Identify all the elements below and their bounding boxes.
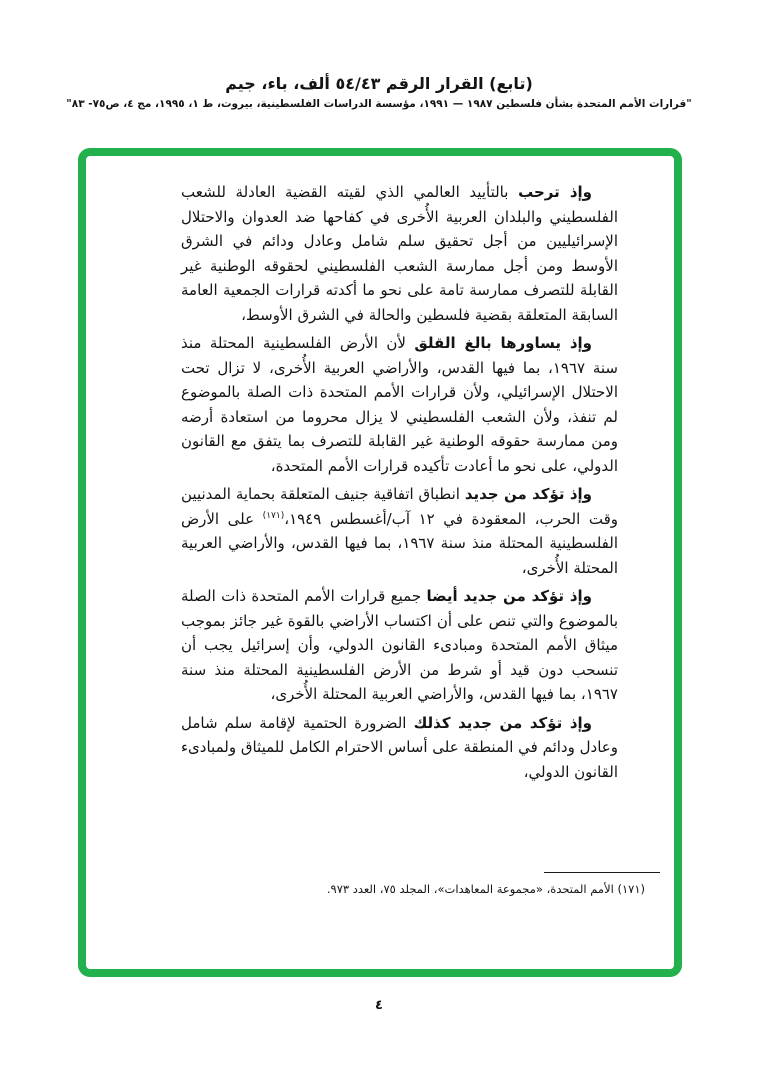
paragraph-text: جميع قرارات الأمم المتحدة ذات الصلة بالموضوع والتي تنص على أن اكتساب الأراضي بالقوة غير جائز بموجب ميثاق الأمم المتحدة ومبادىء القانون الدولي، وأن إسرائيل يجب أن تنسحب دون قيد أو شرط من الأرض الفلسطينية المحتلة منذ سنة ١٩٦٧، بما فيها القدس، والأراضي العربية المحتلة الأُخرى،: [181, 587, 618, 703]
paragraph-text: على الأرض الفلسطينية المحتلة منذ سنة ١٩٦٧، بما فيها القدس، والأراضي العربية المحتلة الأُخرى،: [181, 509, 618, 577]
green-box: [78, 148, 682, 977]
resolution-title: (تابع) القرار الرقم ٥٤/٤٣ ألف، باء، جيم: [225, 74, 533, 93]
document-body: [181, 180, 618, 788]
footnote-area: [228, 872, 660, 898]
paragraph-text: لأن الأرض الفلسطينية المحتلة منذ سنة ١٩٦٧، بما فيها القدس، والأراضي العربية الأُخرى، لا تزال تحت الاحتلال الإسرائيلي، ولأن قرارات الأمم المتحدة ذات الصلة بالموضوع لم تنفذ، ولأن الشعب الفلسطيني لا يزال محروما من استعادة أرضه ومن ممارسة حقوقه الوطنية غير القابلة للتصرف بما يتفق مع القانون الدولي، على نحو ما أعادت تأكيده قرارات الأمم المتحدة،: [181, 334, 619, 475]
paragraph-text: انطباق اتفاقية جنيف المتعلقة بحماية المدنيين وقت الحرب، المعقودة في ١٢ آب/أغسطس ١٩٤٩،: [181, 485, 619, 528]
paragraph-text: بالتأييد العالمي الذي لقيته القضية العادلة للشعب الفلسطيني والبلدان العربية الأُخرى في كفاحها ضد العدوان والاحتلال الإسرائيليين من أجل تحقيق سلم شامل وعادل ودائم في الشرق الأوسط ومن أجل ممارسة الشعب الفلسطيني لحقوقه الوطنية غير القابلة للتصرف ممارسة تامة على نحو ما أكدته قرارات الجمعية العامة السابقة المتعلقة بقضية فلسطين والحالة في الشرق الأوسط،: [181, 183, 618, 324]
source-citation: "قرارات الأمم المتحدة بشأن فلسطين ١٩٨٧ — ١٩٩١، مؤسسة الدراسات الفلسطينية، بيروت، ط ١، ١٩٩٥، مج ٤، ص٧٥- ٨٣": [66, 98, 692, 110]
footnote-ref: (١٧١): [262, 510, 285, 521]
paragraph: [181, 331, 618, 478]
paragraph-lead: وإذ تؤكد من جديد: [464, 485, 592, 503]
paragraph-text: الضرورة الحتمية لإقامة سلم شامل وعادل ودائم في المنطقة على أساس الاحترام الكامل للميثاق ولمبادىء القانون الدولي،: [181, 713, 618, 781]
footnote-rule: [544, 872, 660, 873]
footnote-text: (١٧١) الأمم المتحدة، «مجموعة المعاهدات»، المجلد ٧٥، العدد ٩٧٣.: [326, 882, 645, 896]
paragraph: [181, 180, 618, 327]
paragraph: [181, 482, 618, 580]
paragraph-lead: وإذ يساورها بالغ القلق: [414, 334, 592, 352]
paragraph: [181, 584, 618, 707]
page-header: [0, 74, 758, 110]
paragraph-lead: وإذ ترحب: [518, 183, 592, 201]
paragraph-lead: وإذ تؤكد من جديد أيضا: [426, 587, 592, 605]
paragraph-lead: وإذ تؤكد من جديد كذلك: [413, 713, 592, 732]
paragraph: [181, 711, 618, 785]
page-number: ٤: [375, 998, 383, 1013]
